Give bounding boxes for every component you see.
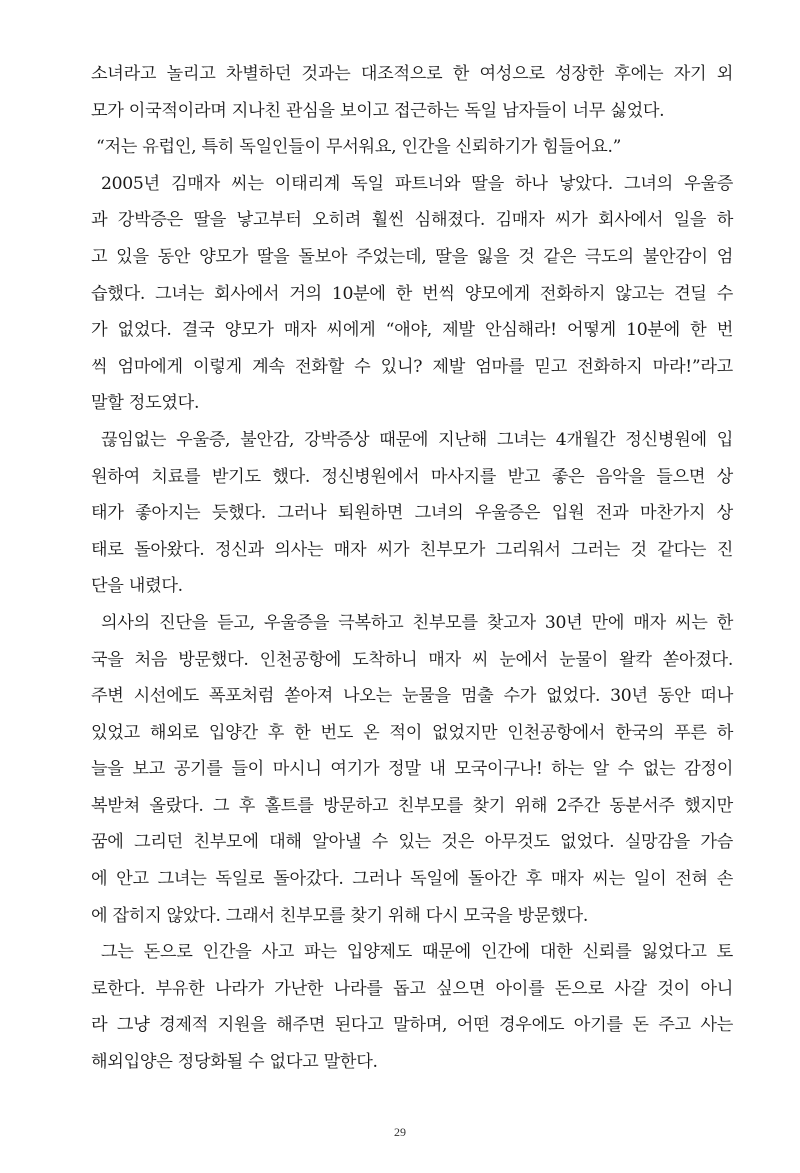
text-line: 그는 돈으로 인간을 사고 파는 입양제도 때문에 인간에 대한 신뢰를 잃었다고 토 (101, 942, 733, 963)
text-line: 라 그냥 경제적 지원을 해주면 된다고 말하며, 어떤 경우에도 아기를 돈 주고 사는 (91, 1015, 733, 1036)
text-line: 씩 엄마에게 이렇게 계속 전화할 수 있니? 제발 엄마를 믿고 전화하지 마라!”라고 (91, 356, 733, 377)
text-line: 가 없었다. 결국 양모가 매자 씨에게 “애야, 제발 안심해라! 어떻게 10분에 한 번 (91, 320, 733, 341)
text-line: 원하여 치료를 받기도 했다. 정신병원에서 마사지를 받고 좋은 음악을 들으면 상 (91, 466, 733, 487)
text-line: 단을 내렸다. (91, 576, 183, 597)
text-line: 고 있을 동안 양모가 딸을 돌보아 주었는데, 딸을 잃을 것 같은 극도의 불안감이 엄 (91, 246, 733, 267)
text-line: 의사의 진단을 듣고, 우울증을 극복하고 친부모를 찾고자 30년 만에 매자 씨는 한 (101, 612, 733, 633)
text-line: “저는 유럽인, 특히 독일인들이 무서워요, 인간을 신뢰하기가 힘들어요.” (96, 137, 622, 158)
text-line: 있었고 해외로 입양간 후 한 번도 온 적이 없었지만 인천공항에서 한국의 푸른 하 (91, 722, 733, 743)
text-line: 태가 좋아지는 듯했다. 그러나 퇴원하면 그녀의 우울증은 입원 전과 마찬가지 상 (91, 503, 733, 524)
text-line: 에 안고 그녀는 독일로 돌아갔다. 그러나 독일에 돌아간 후 매자 씨는 일이 전혀 손 (91, 869, 733, 890)
text-line: 습했다. 그녀는 회사에서 거의 10분에 한 번씩 양모에게 전화하지 않고는 견딜 수 (91, 283, 733, 304)
text-line: 주변 시선에도 폭포처럼 쏟아져 나오는 눈물을 멈출 수가 없었다. 30년 동안 떠나 (91, 686, 733, 707)
text-line: 복받쳐 올랐다. 그 후 홀트를 방문하고 친부모를 찾기 위해 2주간 동분서주 했지만 (91, 795, 733, 816)
text-line: 말할 정도였다. (91, 393, 200, 414)
text-line: 태로 돌아왔다. 정신과 의사는 매자 씨가 친부모가 그리워서 그러는 것 같다는 진 (91, 539, 733, 560)
text-line: 모가 이국적이라며 지나친 관심을 보이고 접근하는 독일 남자들이 너무 싫었다. (91, 100, 665, 121)
text-line: 로한다. 부유한 나라가 가난한 나라를 돕고 싶으면 아이를 돈으로 사갈 것이 아니 (91, 978, 733, 999)
text-line: 에 잡히지 않았다. 그래서 친부모를 찾기 위해 다시 모국을 방문했다. (91, 905, 588, 926)
text-line: 국을 처음 방문했다. 인천공항에 도착하니 매자 씨 눈에서 눈물이 왈칵 쏟아졌다. (91, 649, 733, 670)
page-number: 29 (394, 1125, 406, 1139)
text-line: 소녀라고 놀리고 차별하던 것과는 대조적으로 한 여성으로 성장한 후에는 자기 외 (91, 64, 733, 84)
text-line: 끊임없는 우울증, 불안감, 강박증상 때문에 지난해 그녀는 4개월간 정신병원에 입 (101, 429, 733, 450)
text-line: 해외입양은 정당화될 수 없다고 말한다. (91, 1052, 378, 1073)
text-line: 2005년 김매자 씨는 이태리계 독일 파트너와 딸을 하나 낳았다. 그녀의 우울증 (101, 173, 733, 194)
body-text (91, 56, 733, 1081)
text-line: 과 강박증은 딸을 낳고부터 오히려 훨씬 심해졌다. 김매자 씨가 회사에서 일을 하 (91, 210, 733, 231)
text-line: 꿈에 그리던 친부모에 대해 알아낼 수 있는 것은 아무것도 없었다. 실망감을 가슴 (91, 832, 733, 853)
text-line: 늘을 보고 공기를 들이 마시니 여기가 정말 내 모국이구나! 하는 알 수 없는 감정이 (91, 759, 733, 780)
